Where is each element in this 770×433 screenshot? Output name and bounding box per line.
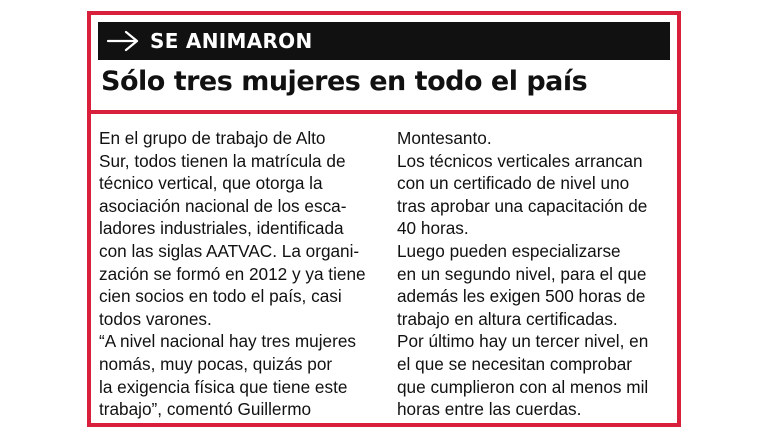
headline: Sólo tres mujeres en todo el país (101, 66, 588, 97)
kicker-label: SE ANIMARON (150, 29, 313, 53)
sidebar-box (87, 11, 681, 427)
kicker-bar (98, 22, 670, 60)
body-left-column: En el grupo de trabajo de Alto Sur, todos tienen la matrícula de técnico vertical, que otorga la asociación nacional de los esca- ladores industriales, identificada con las siglas AATVAC. La organi- zación se formó en 2012 y ya tiene cien socios en todo el país, casi todos varones. “A nivel nacional hay tres mujeres nomás, muy pocas, quizás por la exigencia física que tiene este trabajo”, comentó Guillermo (99, 128, 366, 420)
arrow-right-icon (106, 30, 140, 52)
body-right-column: Montesanto. Los técnicos verticales arrancan con un certificado de nivel uno tras aprobar una capacitación de 40 horas. Luego pueden especializarse en un segundo nivel, para el que además les exigen 500 horas de trabajo en altura certificadas. Por último hay un tercer nivel, en el que se necesitan comprobar que cumplieron con al menos mil horas entre las cuerdas. (397, 128, 649, 420)
divider (91, 110, 677, 114)
